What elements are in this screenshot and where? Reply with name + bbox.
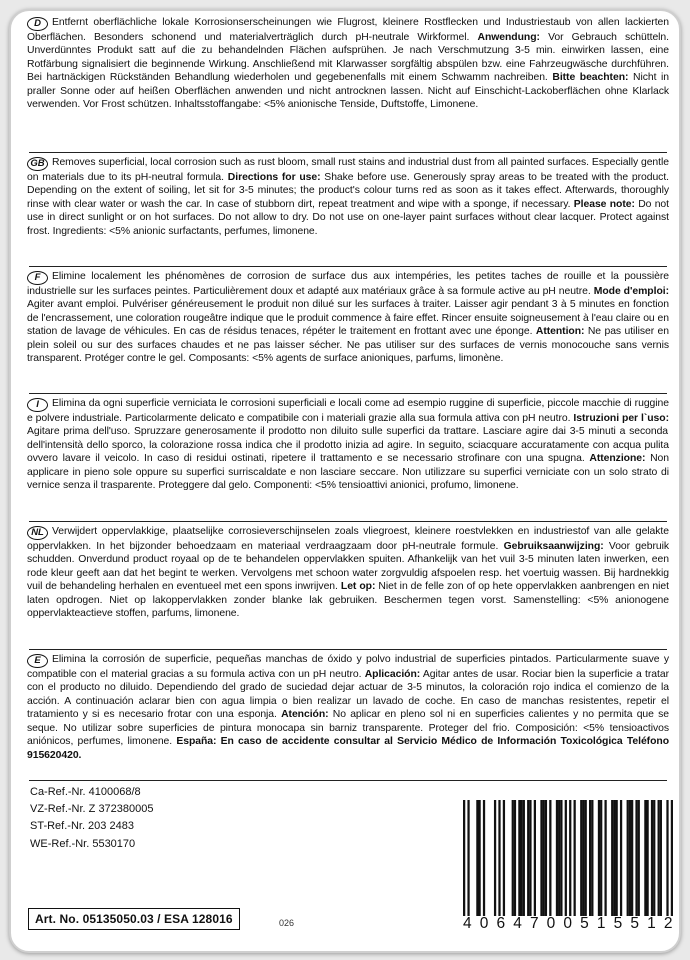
- section-english: [27, 156, 669, 238]
- language-badge: NL: [27, 526, 48, 540]
- separator: [29, 649, 667, 650]
- barcode-bar: [503, 800, 505, 916]
- barcode-bar: [534, 800, 536, 916]
- separator: [29, 780, 667, 781]
- barcode-bar: [600, 800, 602, 916]
- barcode-digit: 0: [546, 915, 556, 932]
- barcode-bar: [518, 800, 520, 916]
- barcode-bar: [476, 800, 478, 916]
- barcode-bar: [494, 800, 496, 916]
- body-text: Entfernt oberflächliche lokale Korrosionserscheinungen wie Flugrost, kleinere Rostflecken und Industriestaub von allen lackierten Oberflächen. Besonders schonend und materialverträglich durch pH-neutrale Wirkformel.: [27, 17, 669, 43]
- language-badge: GB: [27, 157, 48, 171]
- body-text: Nicht in praller Sonne oder auf heißen Oberflächen anwenden und nicht antrocknen lassen. Nicht auf Einschicht-Lackoberflächen ohne Klarlack verwenden. Vor Frost schützen. Inhaltsstoffangabe: <5% anionische Tenside, Duftstoffe, Limonene.: [27, 72, 669, 111]
- barcode-bar: [478, 800, 480, 916]
- print-code: 026: [279, 918, 295, 928]
- barcode-bar: [574, 800, 576, 916]
- barcode-bar: [549, 800, 551, 916]
- barcode-bar: [613, 800, 615, 916]
- body-text: No aplicar en pleno sol ni en superficies calientes y no permita que se seque. No utilizar sobre superficies de pintura monocapa sin barniz transparente. Proteger del frio. Composición: <5% tensioactivos aniónicos, perfumes, limonene.: [27, 709, 669, 748]
- body-text: Elimine localement les phénomènes de corrosion de surface dus aux intempéries, les petites taches de rouille et la poussière industrielle sur les surfaces peintes. Particulièrement doux et adapté aux matériaux grâce à sa formule active au pH neutre.: [27, 271, 669, 297]
- barcode-bar: [611, 800, 613, 916]
- barcode-bar: [591, 800, 593, 916]
- barcode-bar: [514, 800, 516, 916]
- barcode-digit: 1: [647, 915, 657, 932]
- body-text: Agitare prima dell'uso. Spruzzare generosamente il prodotto non diluito sulle superfici da trattare. Lasciare agire dai 3-5 minuti a seconda dell'intensità dello sporco, la colorazione rossa indica che il prodotto inizia ad agire. In seguito, sciacquare accuratamente con acqua pulita ovvero lavare il veicolo. In caso di residui ostinati, ripetere il trattamento e se necessario strofinare con una spugna.: [27, 426, 669, 465]
- separator: [29, 521, 667, 522]
- body-text: Shake before use. Generously spray areas to be treated with the product. Depending on the extent of soiling, let sit for 3-5 minutes; the product's colour turns red as soon as it takes effect. Afterwards, thoroughly rinse with clear water or wash the car. In case of stubborn dirt, repeat treatment and wipe with a sponge, if necessary.: [27, 172, 669, 210]
- body-text: Elimina da ogni superficie verniciata le corrosioni superficiali e locali come ad esempio ruggine di superficie, piccole macchie di ruggine e polvere industriale. Particolarmente delicato e compatibile con i materiali grazie alla sua formula attiva con pH neutro.: [27, 398, 669, 424]
- ref-line: VZ-Ref.-Nr. Z 372380005: [30, 803, 154, 816]
- barcode-bar: [580, 800, 582, 916]
- barcode-bar: [520, 800, 522, 916]
- barcode-bar: [558, 800, 560, 916]
- body-text: Niet in de felle zon of op hete oppervlakken aanbrengen en niet laten opdrogen. Niet op lakoppervlakken zonder blanke lak gebruiken. Beschermen tegen vorst. Samenstelling: <5% anionogene oppervlakteactieve stoffen, parfums, limonene.: [27, 581, 669, 620]
- section-spanish: [27, 653, 669, 762]
- section-italian: [27, 397, 669, 493]
- barcode-bar: [467, 800, 469, 916]
- barcode-bar: [498, 800, 500, 916]
- language-badge: I: [27, 398, 48, 412]
- section-dutch: [27, 525, 669, 621]
- bold-heading: Atención:: [281, 709, 329, 721]
- barcode-bar: [463, 800, 465, 916]
- body-text: Agiter avant emploi. Pulvériser généreusement le produit non dilué sur les surfaces à traiter. Laisser agir pendant 3 à 5 minutes en fonction de l'encrassement, une coloration rougeâtre indique que le produit commence à faire effet. Rincer ensuite soigneusement à l'eau claire ou en station de lavage de véhicules. En cas de résidus tenaces, répéter le traitement en frottant avec une éponge.: [27, 299, 669, 338]
- barcode-bar: [660, 800, 662, 916]
- separator: [29, 266, 667, 267]
- separator: [29, 152, 667, 153]
- ref-line: WE-Ref.-Nr. 5530170: [30, 837, 136, 850]
- barcode-digit: 5: [630, 915, 640, 932]
- language-badge: D: [27, 17, 48, 31]
- barcode-digit: 2: [663, 915, 673, 932]
- bold-heading: Istruzioni per l`uso:: [573, 413, 669, 424]
- body-text: Agitar antes de usar. Rociar bien la superficie a tratar con el producto no diluido. Dependiendo del grado de suciedad dejar actuar de 3-5 minutos, la coloración rojo indica el comienzo de la acción. A continuación aclarar bien con agua limpia o bien realizar un lavado de coche. En caso de manchas resistentes, repetir el tratamiento y si es necesario frotar con una esponja.: [27, 669, 669, 721]
- bold-heading: Let op:: [340, 581, 376, 593]
- bold-heading: Attention:: [535, 326, 585, 338]
- bold-heading: Anwendung:: [477, 32, 540, 43]
- bold-heading: Please note:: [573, 198, 635, 210]
- barcode-bar: [620, 800, 622, 916]
- barcode-digit: 4: [463, 915, 473, 932]
- ref-line: Ca-Ref.-Nr. 4100068/8: [30, 786, 141, 798]
- barcode-digit: 7: [529, 915, 539, 932]
- barcode-bar: [560, 800, 562, 916]
- barcode-bar: [604, 800, 606, 916]
- barcode-bar: [646, 800, 648, 916]
- barcode-bar: [635, 800, 637, 916]
- barcode-bar: [651, 800, 653, 916]
- barcode: [463, 800, 673, 916]
- barcode-digit: 4: [513, 915, 523, 932]
- language-badge: E: [27, 654, 48, 668]
- ref-line: ST-Ref.-Nr. 203 2483: [30, 820, 134, 833]
- reference-numbers: [30, 784, 154, 853]
- article-number: Art. No. 05135050.03 / ESA 128016: [28, 908, 240, 930]
- barcode-bar: [671, 800, 673, 916]
- body-text: Verwijdert oppervlakkige, plaatselijke corrosieverschijnselen zoals vliegroest, kleinere roestvlekken en industriestof van alle gelakte oppervlakken. In het bijzonder behoedzaam en materiaal verdraagzaam door pH-neutrale formule.: [27, 526, 669, 552]
- barcode-bar: [644, 800, 646, 916]
- body-text: Voor gebruik schudden. Onverdund product royaal op de te behandelen oppervlakken spuiten. Afhankelijk van het vuil 3-5 minuten laten inwerken, een rode kleur geeft aan dat het begint te werken. Vervolgens met schoon water zorgvuldig afspoelen resp. het voertuig wassen. Bij hardnekkig vuil de behandeling herhalen en eventueel met een spons inwrijven.: [27, 541, 669, 593]
- barcode-bar: [540, 800, 542, 916]
- barcode-bar: [585, 800, 587, 916]
- barcode-digit: 0: [563, 915, 573, 932]
- section-french: [27, 270, 669, 366]
- bold-heading: Gebruiksaanwijzing:: [503, 541, 604, 552]
- separator: [29, 393, 667, 394]
- barcode-digit: 1: [596, 915, 606, 932]
- body-text: Vor Gebrauch schütteln. Unverdünntes Produkt satt auf die zu behandelnden Flächen aufsprühen. Je nach Verschmutzung 3-5 min. einwirken lassen, eine Rotfärbung signalisiert die beginnende Wirkung. Anschließend mit Klarwasser sorgfältig abspülen bzw. eine Fahrzeugwäsche durchführen. Bei hartnäckigen Rückständen Behandlung wiederholen und gegebenenfalls mit einem Schwamm nachreiben.: [27, 32, 669, 84]
- barcode-digit: 5: [580, 915, 590, 932]
- bold-heading: España: En caso de accidente consultar al Servicio Médico de Información Toxicológica Teléfono 915620420.: [27, 736, 669, 761]
- barcode-digit: 6: [496, 915, 506, 932]
- bold-heading: Attenzione:: [589, 453, 646, 465]
- barcode-bar: [627, 800, 629, 916]
- barcode-bar: [545, 800, 547, 916]
- barcode-bar: [631, 800, 633, 916]
- barcode-bar: [629, 800, 631, 916]
- bold-heading: Mode d'emploi:: [593, 286, 669, 297]
- barcode-digit: 5: [613, 915, 623, 932]
- barcode-bar: [529, 800, 531, 916]
- barcode-bar: [616, 800, 618, 916]
- body-text: Elimina la corrosión de superficie, pequeñas manchas de óxido y polvo industrial de superficies pintados. Particularmente suave y compatible con el material gracias a su formula activa con un pH neutro.: [27, 654, 669, 680]
- barcode-bar: [512, 800, 514, 916]
- barcode-bar: [483, 800, 485, 916]
- barcode-bar: [569, 800, 571, 916]
- barcode-digits: [463, 915, 673, 933]
- barcode-bar: [556, 800, 558, 916]
- language-badge: F: [27, 271, 48, 285]
- barcode-bar: [543, 800, 545, 916]
- body-text: Non applicare in pieno sole oppure su superfici surriscaldate e non lasciare seccare. Non utilizzare su superfici verniciate con un solo strato di vernice senza il trasparente. Proteggere dal gelo. Componenti: <5% tensioattivi anionici, profumo, limonene.: [27, 453, 670, 492]
- body-text: Removes superficial, local corrosion such as rust bloom, small rust stains and industrial dust from all painted surfaces. Especially gentle on materials due to its pH-neutral formula.: [27, 157, 669, 183]
- body-text: Ne pas utiliser en plein soleil ou sur des surfaces chaudes et ne pas laisser sécher. Ne pas utiliser sur des surfaces de vernis monocouche sans vernis transparent. Protéger contre le gel. Composants: <5% agents de surface anioniques, parfums, limonène.: [27, 326, 670, 365]
- bold-heading: Bitte beachten:: [552, 72, 629, 84]
- barcode-bar: [638, 800, 640, 916]
- bold-heading: Directions for use:: [227, 172, 321, 183]
- barcode-bar: [589, 800, 591, 916]
- barcode-bar: [582, 800, 584, 916]
- product-label: [9, 9, 681, 953]
- barcode-bar: [527, 800, 529, 916]
- body-text: Do not use in direct sunlight or on hot surfaces. Do not allow to dry. Do not use on one-layer paint surfaces without clear lacquer. Protect against frost. Ingredients: <5% anionic surfactants, perfumes, limonene.: [27, 198, 669, 237]
- barcode-bar: [565, 800, 567, 916]
- section-german: [27, 16, 669, 112]
- barcode-digit: 0: [479, 915, 489, 932]
- barcode-bar: [598, 800, 600, 916]
- barcode-bar: [653, 800, 655, 916]
- barcode-bar: [666, 800, 668, 916]
- bold-heading: Aplicación:: [364, 669, 421, 680]
- barcode-bar: [523, 800, 525, 916]
- barcode-bar: [658, 800, 660, 916]
